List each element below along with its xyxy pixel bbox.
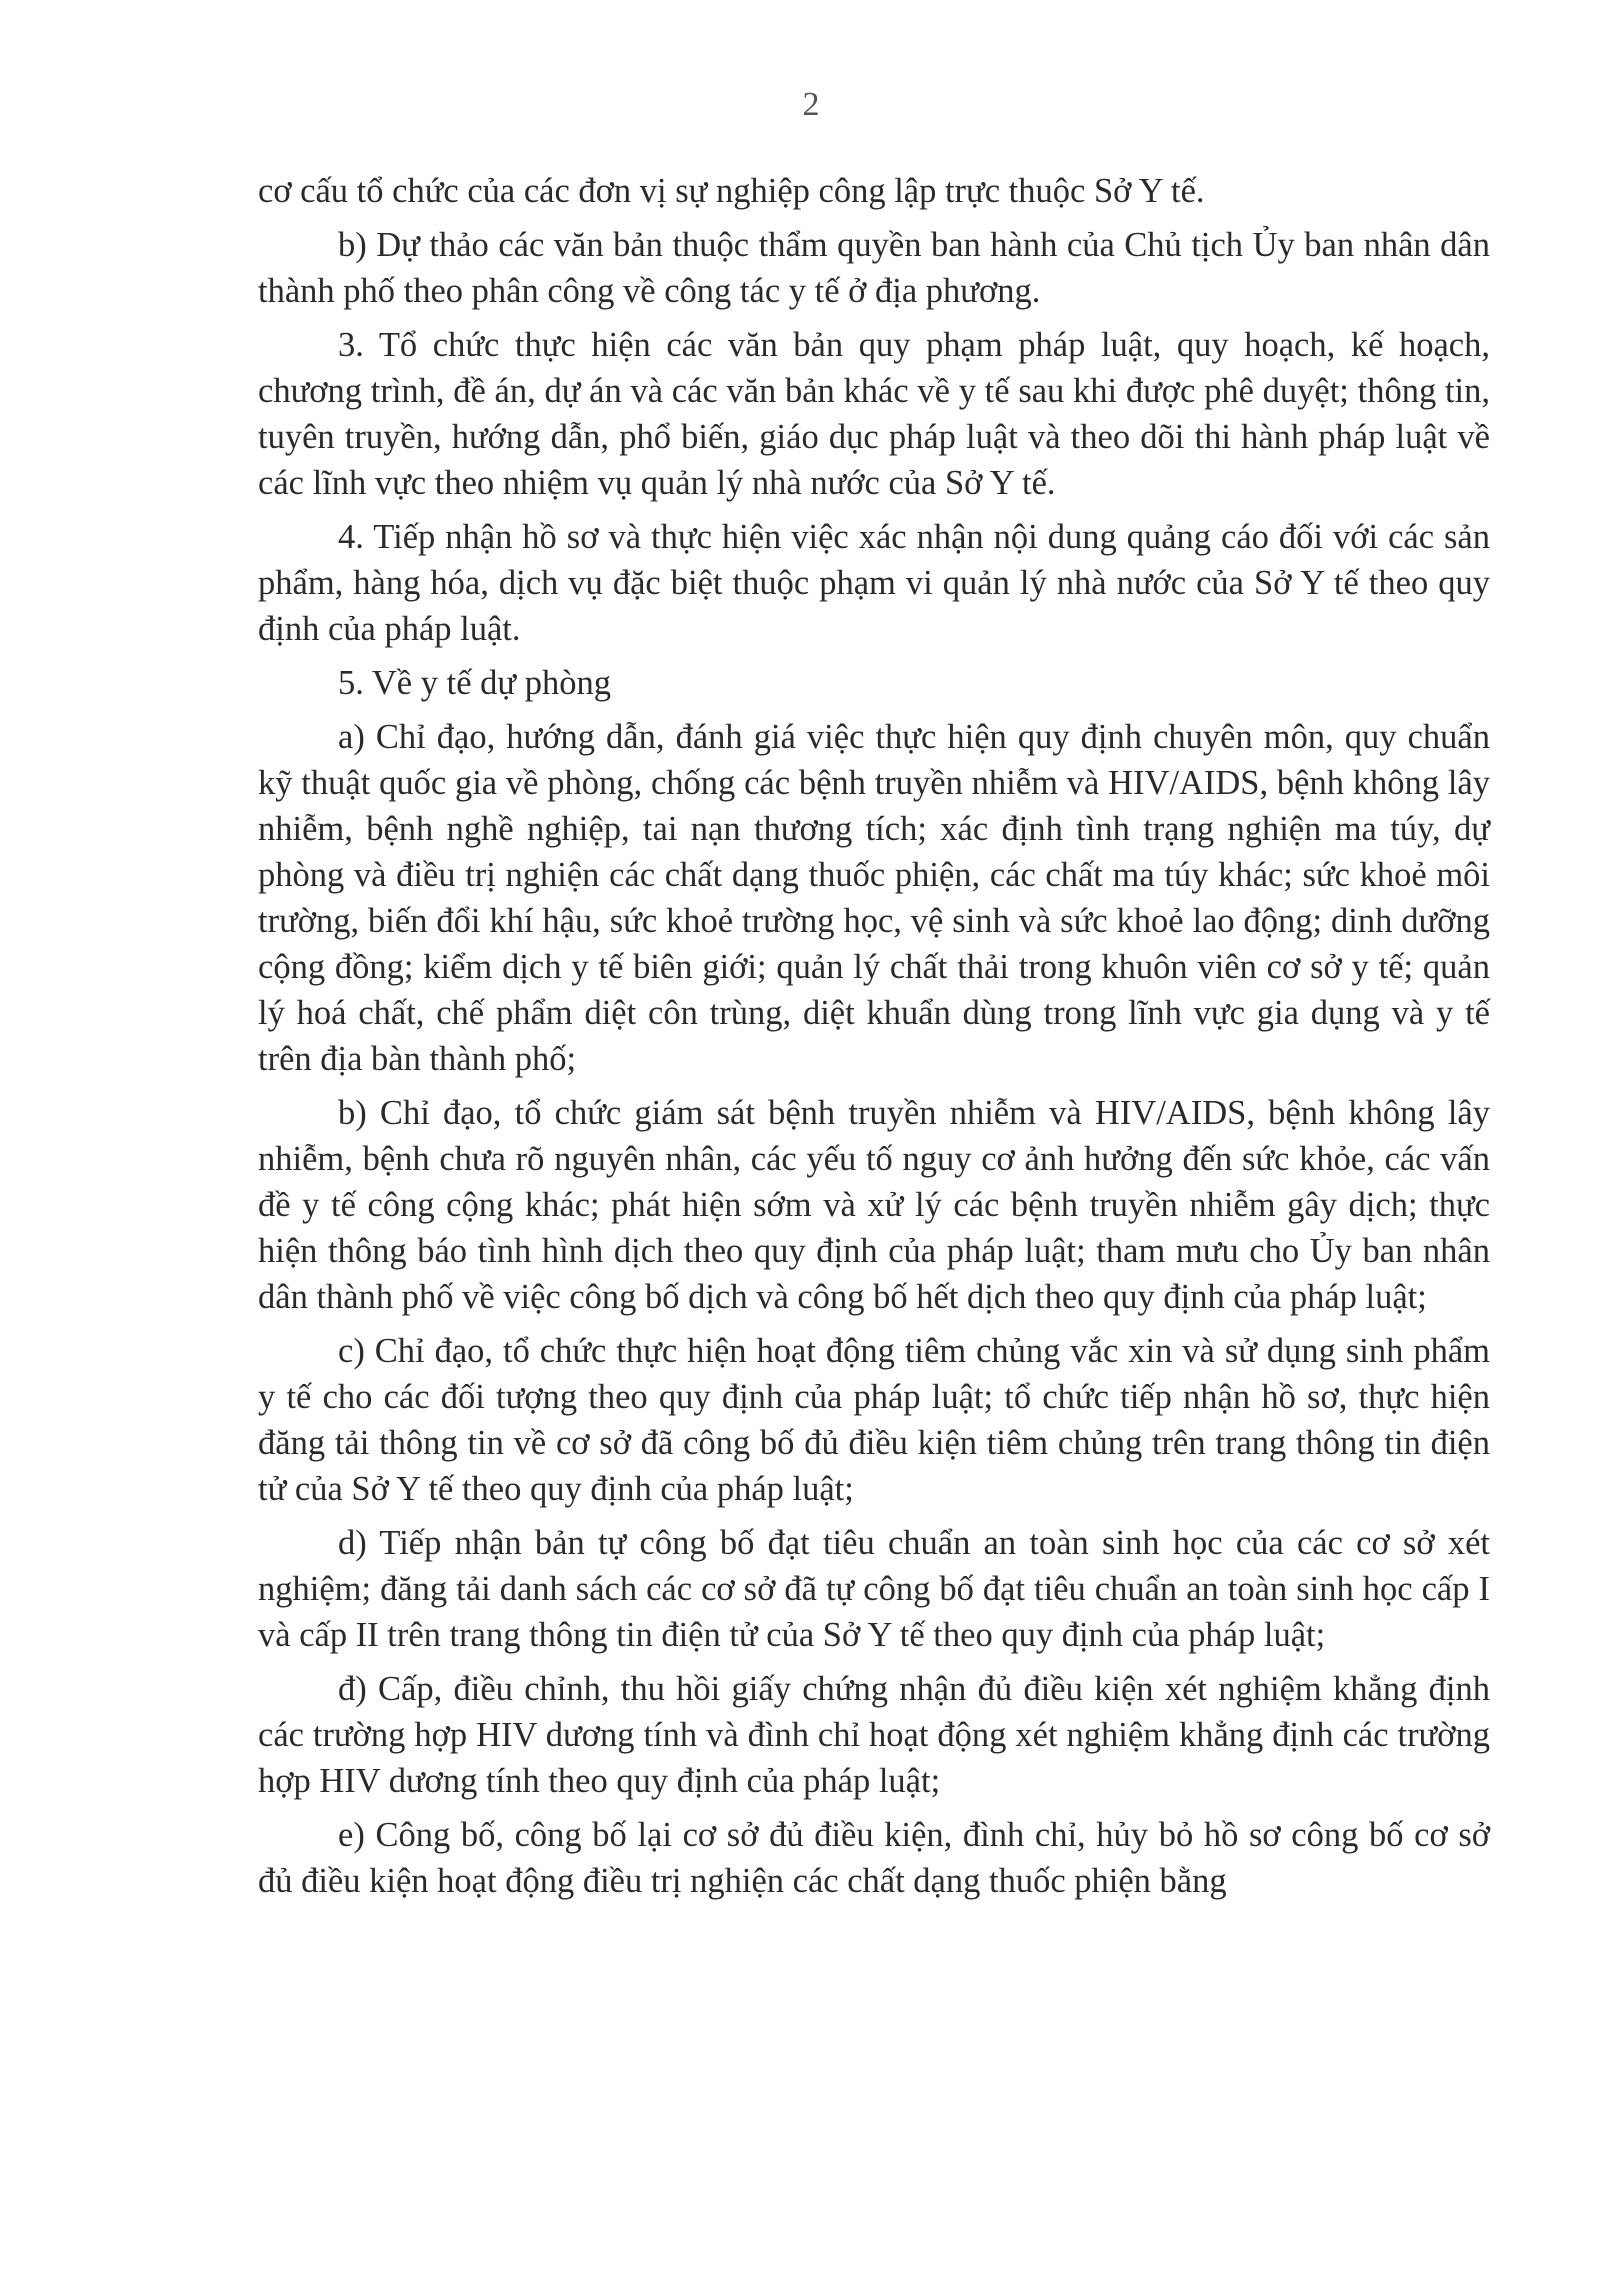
paragraph-5a: a) Chỉ đạo, hướng dẫn, đánh giá việc thực hiện quy định chuyên môn, quy chuẩn kỹ thuật quốc gia về phòng, chống các bệnh truyền nhiễm và HIV/AIDS, bệnh không lây nhiễm, bệnh nghề nghiệp, tai nạn thương tích; xác định tình trạng nghiện ma túy, dự phòng và điều trị nghiện các chất dạng thuốc phiện, các chất ma túy khác; sức khoẻ môi trường, biến đổi khí hậu, sức khoẻ trường học, vệ sinh và sức khoẻ lao động; dinh dưỡng cộng đồng; kiểm dịch y tế biên giới; quản lý chất thải trong khuôn viên cơ sở y tế; quản lý hoá chất, chế phẩm diệt côn trùng, diệt khuẩn dùng trong lĩnh vực gia dụng và y tế trên địa bàn thành phố; <box>258 718 1490 1078</box>
paragraph-4: 4. Tiếp nhận hồ sơ và thực hiện việc xác nhận nội dung quảng cáo đối với các sản phẩm, hàng hóa, dịch vụ đặc biệt thuộc phạm vi quản lý nhà nước của Sở Y tế theo quy định của pháp luật. <box>258 518 1490 648</box>
paragraph-continuation: cơ cấu tổ chức của các đơn vị sự nghiệp công lập trực thuộc Sở Y tế. <box>258 172 1205 210</box>
paragraph-3: 3. Tổ chức thực hiện các văn bản quy phạm pháp luật, quy hoạch, kế hoạch, chương trình, đề án, dự án và các văn bản khác về y tế sau khi được phê duyệt; thông tin, tuyên truyền, hướng dẫn, phổ biến, giáo dục pháp luật và theo dõi thi hành pháp luật về các lĩnh vực theo nhiệm vụ quản lý nhà nước của Sở Y tế. <box>258 326 1490 502</box>
page-number: 2 <box>802 86 820 123</box>
paragraph-5dd: đ) Cấp, điều chỉnh, thu hồi giấy chứng nhận đủ điều kiện xét nghiệm khẳng định các trường hợp HIV dương tính và đình chỉ hoạt động xét nghiệm khẳng định các trường hợp HIV dương tính theo quy định của pháp luật; <box>258 1670 1490 1800</box>
paragraph-5-heading: 5. Về y tế dự phòng <box>338 664 611 702</box>
document-body <box>258 168 1490 1912</box>
paragraph-5e: e) Công bố, công bố lại cơ sở đủ điều kiện, đình chỉ, hủy bỏ hồ sơ công bố cơ sở đủ điều kiện hoạt động điều trị nghiện các chất dạng thuốc phiện bằng <box>258 1816 1490 1900</box>
paragraph-5c: c) Chỉ đạo, tổ chức thực hiện hoạt động tiêm chủng vắc xin và sử dụng sinh phẩm y tế cho các đối tượng theo quy định của pháp luật; tổ chức tiếp nhận hồ sơ, thực hiện đăng tải thông tin về cơ sở đã công bố đủ điều kiện tiêm chủng trên trang thông tin điện tử của Sở Y tế theo quy định của pháp luật; <box>258 1332 1490 1508</box>
paragraph-5b: b) Chỉ đạo, tổ chức giám sát bệnh truyền nhiễm và HIV/AIDS, bệnh không lây nhiễm, bệnh chưa rõ nguyên nhân, các yếu tố nguy cơ ảnh hưởng đến sức khỏe, các vấn đề y tế công cộng khác; phát hiện sớm và xử lý các bệnh truyền nhiễm gây dịch; thực hiện thông báo tình hình dịch theo quy định của pháp luật; tham mưu cho Ủy ban nhân dân thành phố về việc công bố dịch và công bố hết dịch theo quy định của pháp luật; <box>258 1094 1490 1316</box>
paragraph-2b: b) Dự thảo các văn bản thuộc thẩm quyền ban hành của Chủ tịch Ủy ban nhân dân thành phố theo phân công về công tác y tế ở địa phương. <box>258 226 1490 310</box>
paragraph-5d: d) Tiếp nhận bản tự công bố đạt tiêu chuẩn an toàn sinh học của các cơ sở xét nghiệm; đăng tải danh sách các cơ sở đã tự công bố đạt tiêu chuẩn an toàn sinh học cấp I và cấp II trên trang thông tin điện tử của Sở Y tế theo quy định của pháp luật; <box>258 1524 1490 1654</box>
